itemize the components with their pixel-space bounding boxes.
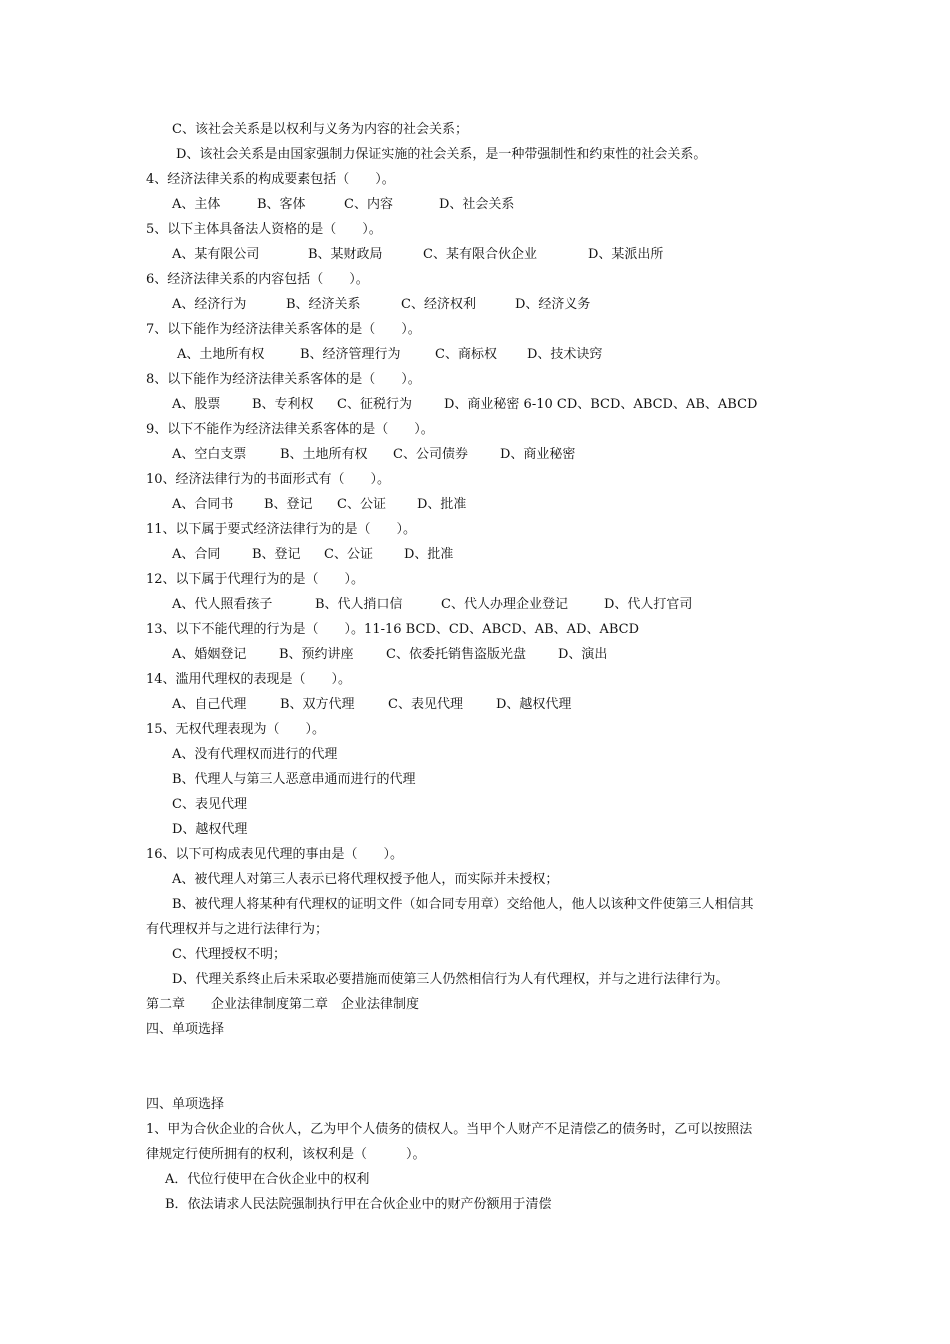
option-c: C、公司债券 xyxy=(393,447,468,462)
option-d: D、越权代理 xyxy=(496,697,572,712)
option-b: B、专利权 xyxy=(252,397,314,412)
question-1: 1、甲为合伙企业的合伙人，乙为甲个人债务的债权人。当甲个人财产不足清偿乙的债务时，乙可以按照法 xyxy=(146,1122,753,1137)
question-1-continued: 律规定行使所拥有的权利，该权利是（ ）。 xyxy=(146,1147,426,1162)
option-a: A、代人照看孩子 xyxy=(172,597,273,612)
option-c: C、公证 xyxy=(324,547,373,562)
option-a: A、合同书 xyxy=(172,497,234,512)
option-a: A、自己代理 xyxy=(172,697,247,712)
option-b: B、土地所有权 xyxy=(280,447,368,462)
option-a: A、股票 xyxy=(172,397,221,412)
question-14: 14、滥用代理权的表现是（ ）。 xyxy=(146,672,352,687)
option-c: C、依委托销售盗版光盘 xyxy=(386,647,526,662)
option-b: B、代人捎口信 xyxy=(315,597,403,612)
section-heading: 四、单项选择 xyxy=(146,1022,225,1037)
option-b: B、某财政局 xyxy=(308,247,383,262)
option-c: C、内容 xyxy=(344,197,393,212)
option-d: D、批准 xyxy=(417,497,467,512)
question-16: 16、以下可构成表见代理的事由是（ ）。 xyxy=(146,847,404,862)
options-q7 xyxy=(177,346,602,364)
option-d: D、商业秘密 6-10 CD、BCD、ABCD、AB、ABCD xyxy=(444,397,758,412)
option-b: B．依法请求人民法院强制执行甲在合伙企业中的财产份额用于清偿 xyxy=(165,1197,552,1212)
option-b: B、客体 xyxy=(257,197,306,212)
option-c: C、征税行为 xyxy=(337,397,412,412)
question-8: 8、以下能作为经济法律关系客体的是（ ）。 xyxy=(146,372,421,387)
options-q6 xyxy=(172,296,590,314)
option-c: C、表见代理 xyxy=(388,697,463,712)
option-c: C、经济权利 xyxy=(401,297,476,312)
question-7: 7、以下能作为经济法律关系客体的是（ ）。 xyxy=(146,322,421,337)
question-5: 5、以下主体具备法人资格的是（ ）。 xyxy=(146,222,382,237)
option-d: D、越权代理 xyxy=(172,822,248,837)
option-b: B、登记 xyxy=(252,547,301,562)
section-heading: 四、单项选择 xyxy=(146,1097,225,1112)
option-d: D、商业秘密 xyxy=(500,447,576,462)
option-d: D、代人打官司 xyxy=(604,597,693,612)
option-c: C、公证 xyxy=(337,497,386,512)
option-b: B、被代理人将某种有代理权的证明文件（如合同专用章）交给他人，他人以该种文件使第三人相信其 xyxy=(172,897,754,912)
question-13: 13、以下不能代理的行为是（ ）。11-16 BCD、CD、ABCD、AB、AD、ABCD xyxy=(146,622,640,637)
option-d: D、代理关系终止后未采取必要措施而使第三人仍然相信行为人有代理权，并与之进行法律行为。 xyxy=(172,972,729,987)
options-q14 xyxy=(172,696,571,714)
option-c: C、表见代理 xyxy=(172,797,247,812)
option-a: A、某有限公司 xyxy=(172,247,260,262)
question-4: 4、经济法律关系的构成要素包括（ ）。 xyxy=(146,172,395,187)
question-6: 6、经济法律关系的内容包括（ ）。 xyxy=(146,272,369,287)
option-b-continued: 有代理权并与之进行法律行为； xyxy=(146,922,329,937)
option-c: C、某有限合伙企业 xyxy=(423,247,537,262)
option-a: A、被代理人对第三人表示已将代理权授予他人，而实际并未授权； xyxy=(172,872,559,887)
option-c: C、商标权 xyxy=(435,347,497,362)
chapter-heading: 第二章 企业法律制度第二章 企业法律制度 xyxy=(146,997,420,1012)
option-d: D、技术诀窍 xyxy=(527,347,603,362)
options-q11 xyxy=(172,546,453,564)
question-9: 9、以下不能作为经济法律关系客体的是（ ）。 xyxy=(146,422,434,437)
option-b: B、双方代理 xyxy=(280,697,355,712)
option-d: D、经济义务 xyxy=(515,297,591,312)
option-a: A、经济行为 xyxy=(172,297,247,312)
option-a: A．代位行使甲在合伙企业中的权利 xyxy=(165,1172,370,1187)
options-q4 xyxy=(172,196,514,214)
text-line: D、该社会关系是由国家强制力保证实施的社会关系，是一种带强制性和约束性的社会关系。 xyxy=(176,147,707,162)
options-q10 xyxy=(172,496,466,514)
option-c: C、代人办理企业登记 xyxy=(441,597,568,612)
option-d: D、某派出所 xyxy=(588,247,664,262)
option-d: D、批准 xyxy=(404,547,454,562)
option-d: D、社会关系 xyxy=(439,197,515,212)
option-b: B、经济关系 xyxy=(286,297,361,312)
option-c: C、代理授权不明； xyxy=(172,947,286,962)
option-b: B、登记 xyxy=(264,497,313,512)
question-10: 10、经济法律行为的书面形式有（ ）。 xyxy=(146,472,391,487)
option-b: B、代理人与第三人恶意串通而进行的代理 xyxy=(172,772,416,787)
option-d: D、演出 xyxy=(558,647,608,662)
option-b: B、经济管理行为 xyxy=(300,347,401,362)
options-q12 xyxy=(172,596,692,614)
text-line: C、该社会关系是以权利与义务为内容的社会关系； xyxy=(172,122,468,137)
question-12: 12、以下属于代理行为的是（ ）。 xyxy=(146,572,365,587)
option-b: B、预约讲座 xyxy=(279,647,354,662)
question-15: 15、无权代理表现为（ ）。 xyxy=(146,722,326,737)
option-a: A、没有代理权而进行的代理 xyxy=(172,747,338,762)
option-a: A、合同 xyxy=(172,547,221,562)
options-q9 xyxy=(172,446,575,464)
options-q5 xyxy=(172,246,663,264)
options-q8 xyxy=(172,396,757,414)
option-a: A、主体 xyxy=(172,197,221,212)
option-a: A、婚姻登记 xyxy=(172,647,247,662)
option-a: A、空白支票 xyxy=(172,447,247,462)
options-q13 xyxy=(172,646,607,664)
question-11: 11、以下属于要式经济法律行为的是（ ）。 xyxy=(146,522,417,537)
option-a: A、土地所有权 xyxy=(177,347,265,362)
